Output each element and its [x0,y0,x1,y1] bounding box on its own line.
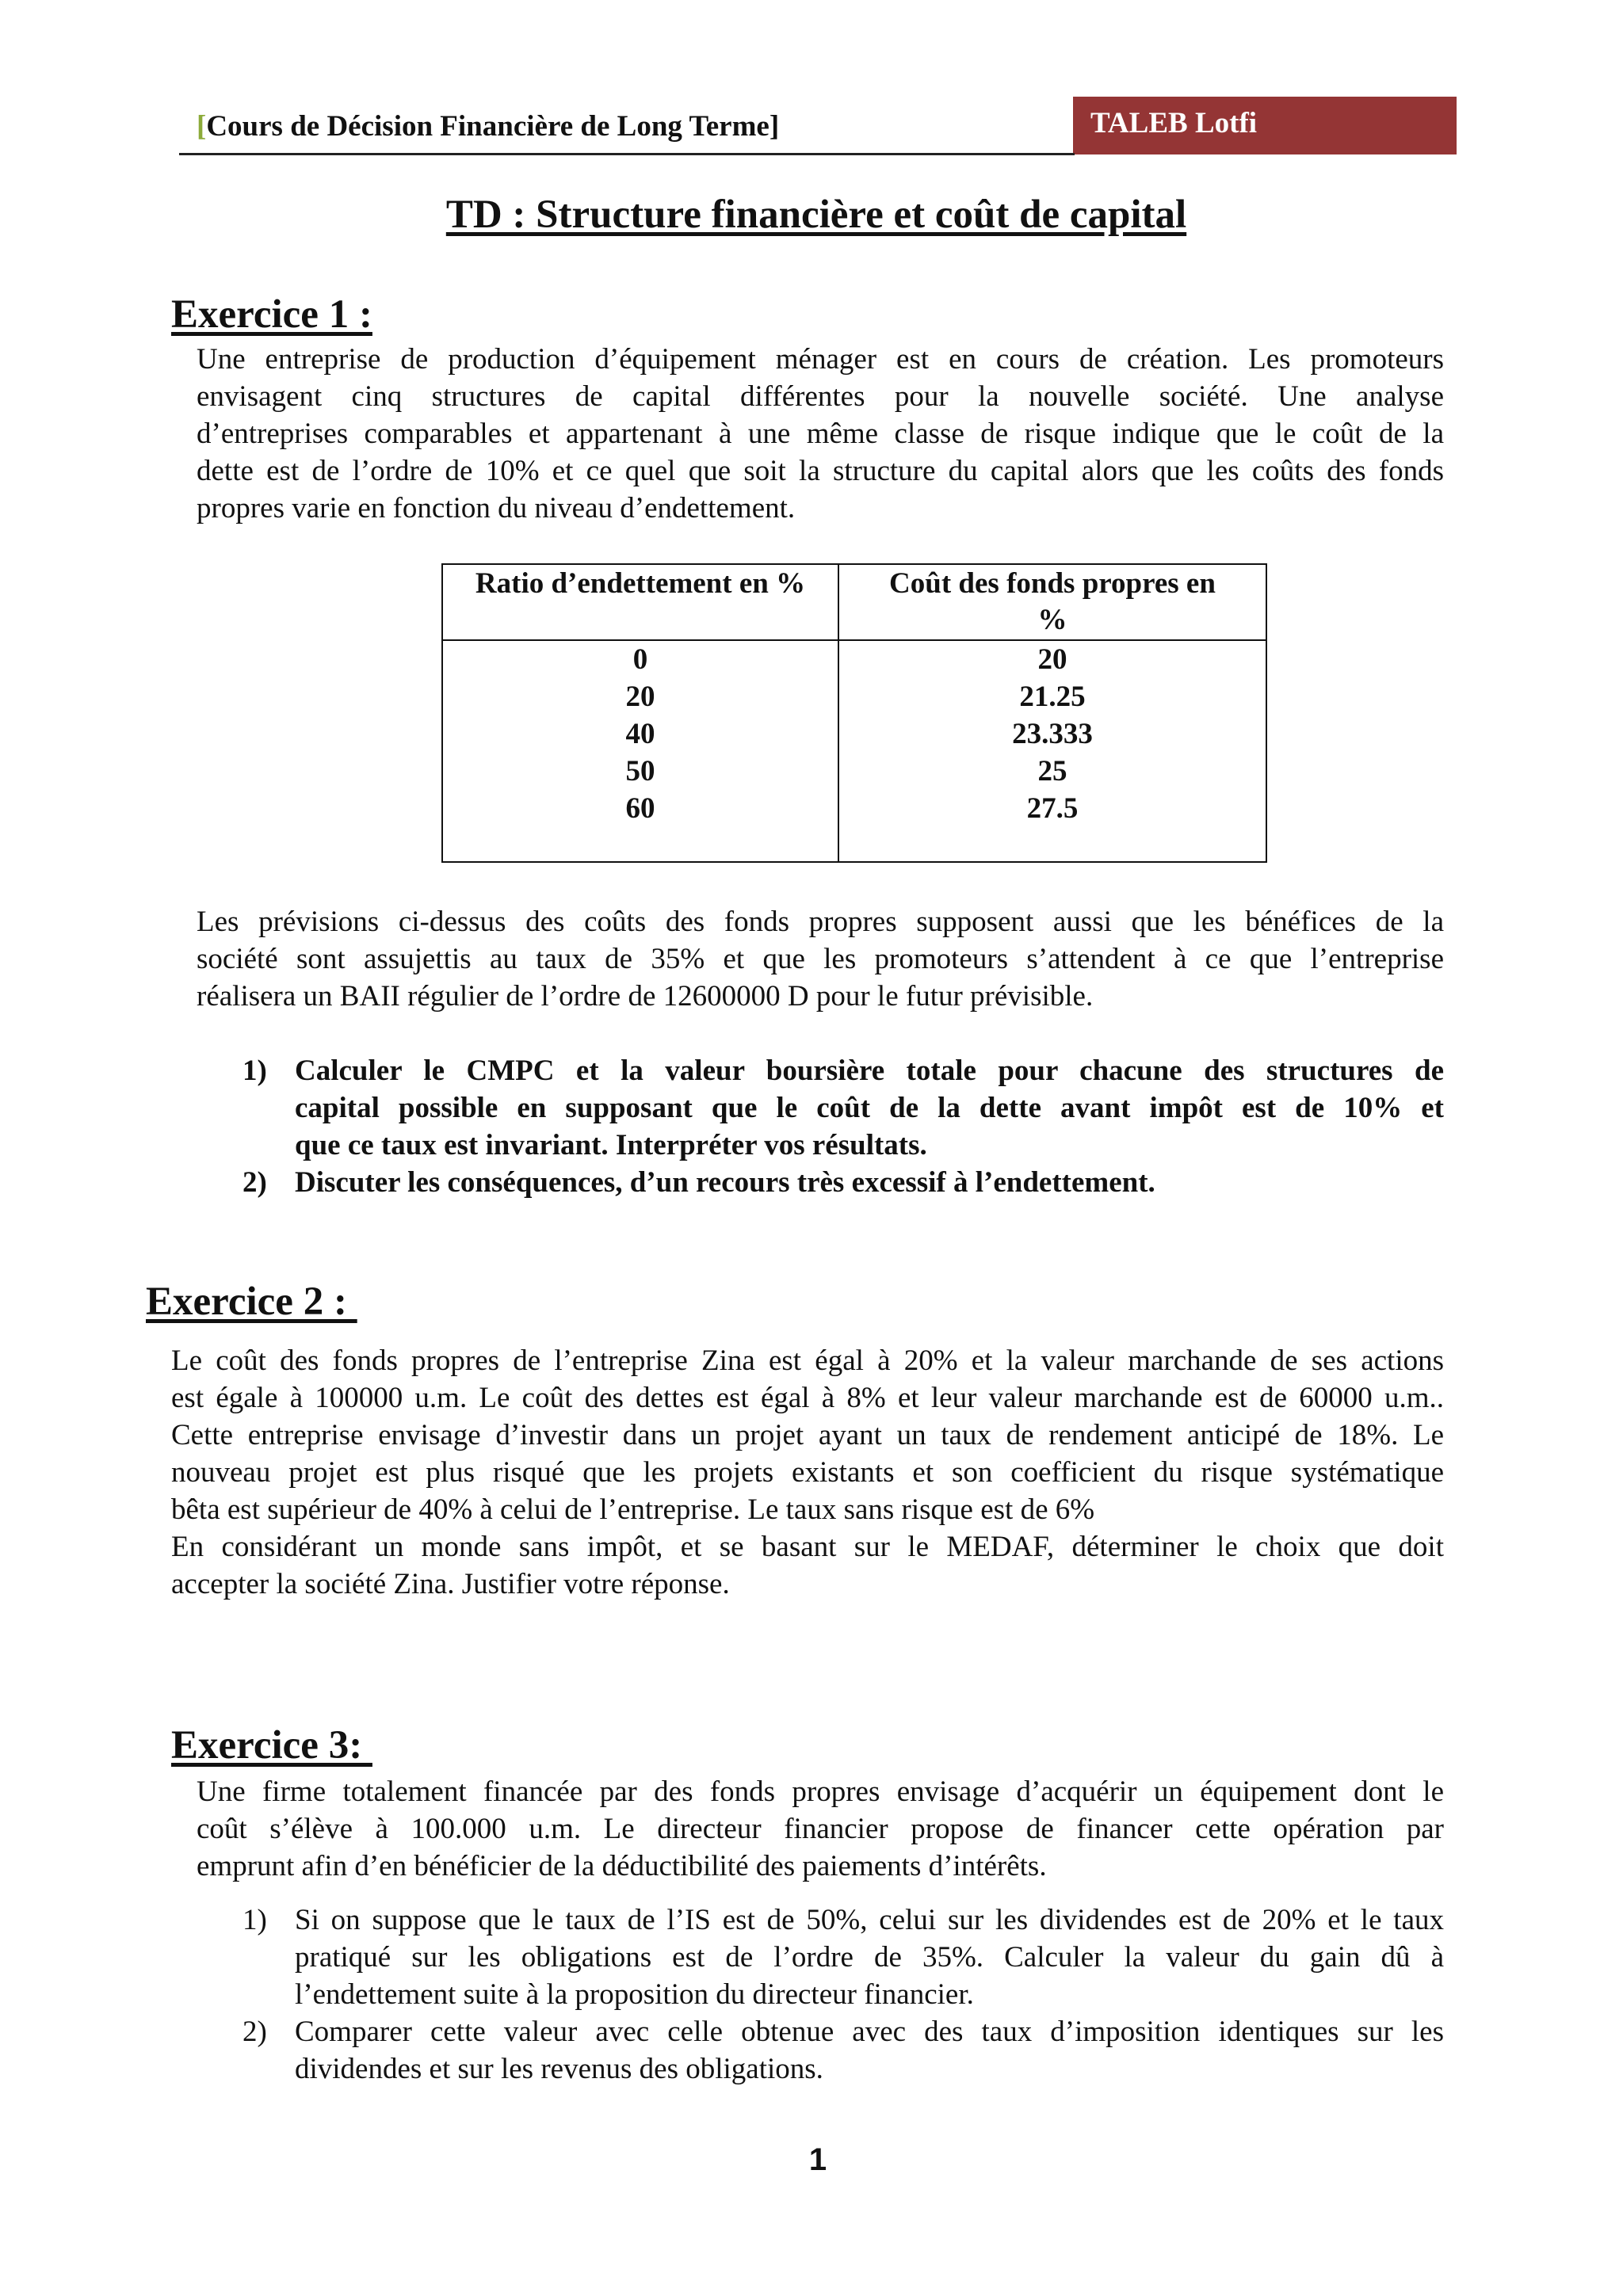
question-number: 1) [242,1904,267,1936]
table-cell-ratio: 60 [625,792,655,825]
text-line: En considérant un monde sans impôt, et se basant sur le MEDAF, déterminer le choix que doit [171,1531,1444,1563]
table-cell-cost: 20 [1037,643,1067,676]
text-line: pratiqué sur les obligations est de l’ordre de 35%. Calculer la valeur du gain dû à [295,1941,1444,1974]
table-header-cost-line1: Coût des fonds propres en [889,567,1216,600]
text-line: est égale à 100000 u.m. Le coût des dettes est égal à 8% et leur valeur marchande est de 60000 u.m.. [171,1382,1444,1414]
exercise-3-question-1 [295,1901,1444,2013]
table-column-ratio [443,641,838,827]
text-line: dette est de l’ordre de 10% et ce quel que soit la structure du capital alors que les coûts des fonds [197,455,1444,487]
table-column-cost [839,641,1266,827]
exercise-1-question-2 [295,1164,1444,1201]
table-cell-cost: 27.5 [1026,792,1079,825]
exercise-3-title: Exercice 3: [171,1723,372,1768]
question-number: 2) [242,1166,267,1199]
text-line: Cette entreprise envisage d’investir dans un projet ayant un taux de rendement anticipé de 18%. Le [171,1419,1444,1451]
table-cell-cost: 25 [1037,755,1067,788]
text-line: envisagent cinq structures de capital différentes pour la nouvelle société. Une analyse [197,380,1444,413]
table-cell-ratio: 20 [625,681,655,713]
header-course-title [197,109,779,143]
text-line: accepter la société Zina. Justifier votre réponse. [171,1568,730,1600]
text-line: dividendes et sur les revenus des obligations. [295,2053,823,2085]
text-line: réalisera un BAII régulier de l’ordre de 12600000 D pour le futur prévisible. [197,980,1094,1013]
header-course-text: Cours de Décision Financière de Long Terme] [206,110,780,143]
text-line: Discuter les conséquences, d’un recours très excessif à l’endettement. [295,1166,1155,1199]
text-line: d’entreprises comparables et appartenant à une même classe de risque indique que le coût de la [197,418,1444,450]
text-line: capital possible en supposant que le coût de la dette avant impôt est de 10% et [295,1092,1444,1124]
text-line: Calculer le CMPC et la valeur boursière totale pour chacune des structures de [295,1055,1444,1087]
text-line: coût s’élève à 100.000 u.m. Le directeur financier propose de financer cette opération par [197,1813,1444,1845]
exercise-1-paragraph-2 [197,903,1444,1015]
text-line: Si on suppose que le taux de l’IS est de 50%, celui sur les dividendes est de 20% et le taux [295,1904,1444,1936]
text-line: Comparer cette valeur avec celle obtenue avec des taux d’imposition identiques sur les [295,2016,1444,2048]
table-header-cost-line2: % [1037,604,1067,636]
header-author: TALEB Lotfi [1090,107,1258,139]
header-bracket: [ [197,110,207,143]
exercise-2-title: Exercice 2 : [146,1280,357,1324]
document-title: TD : Structure financière et coût de capital [445,193,1187,237]
table-header-cost [839,566,1266,639]
header-author-box [1073,97,1457,154]
text-line: que ce taux est invariant. Interpréter vos résultats. [295,1129,927,1161]
text-line: Le coût des fonds propres de l’entreprise Zina est égal à 20% et la valeur marchande de ses actions [171,1344,1444,1377]
text-line: société sont assujettis au taux de 35% et que les promoteurs s’attendent à ce que l’entreprise [197,943,1444,975]
table-header-ratio: Ratio d’endettement en % [475,567,806,600]
text-line: emprunt afin d’en bénéficier de la déductibilité des paiements d’intérêts. [197,1850,1047,1882]
table-cell-cost: 21.25 [1019,681,1086,713]
text-line: bêta est supérieur de 40% à celui de l’entreprise. Le taux sans risque est de 6% [171,1493,1095,1526]
exercise-1-question-1 [295,1052,1444,1164]
exercise-1-intro [197,341,1444,527]
header-rule [179,153,1075,155]
exercise-2-paragraph [171,1342,1444,1603]
question-number: 1) [242,1055,267,1087]
text-line: propres varie en fonction du niveau d’endettement. [197,492,796,524]
table-cell-ratio: 0 [632,643,648,676]
text-line: Une entreprise de production d’équipement ménager est en cours de création. Les promoteurs [197,343,1444,376]
question-number: 2) [242,2016,267,2048]
text-line: nouveau projet est plus risqué que les projets existants et son coefficient du risque systématique [171,1456,1444,1489]
table-cell-cost: 23.333 [1012,718,1093,750]
exercise-3-paragraph [197,1773,1444,1885]
text-line: Les prévisions ci-dessus des coûts des fonds propres supposent aussi que les bénéfices de la [197,906,1444,938]
text-line: l’endettement suite à la proposition du directeur financier. [295,1978,974,2011]
exercise-3-question-2 [295,2013,1444,2088]
exercise-1-title: Exercice 1 : [171,292,372,337]
text-line: Une firme totalement financée par des fonds propres envisage d’acquérir un équipement dont le [197,1775,1444,1808]
table-cell-ratio: 50 [625,755,655,788]
table-cell-ratio: 40 [625,718,655,750]
page-number: 1 [808,2142,827,2177]
